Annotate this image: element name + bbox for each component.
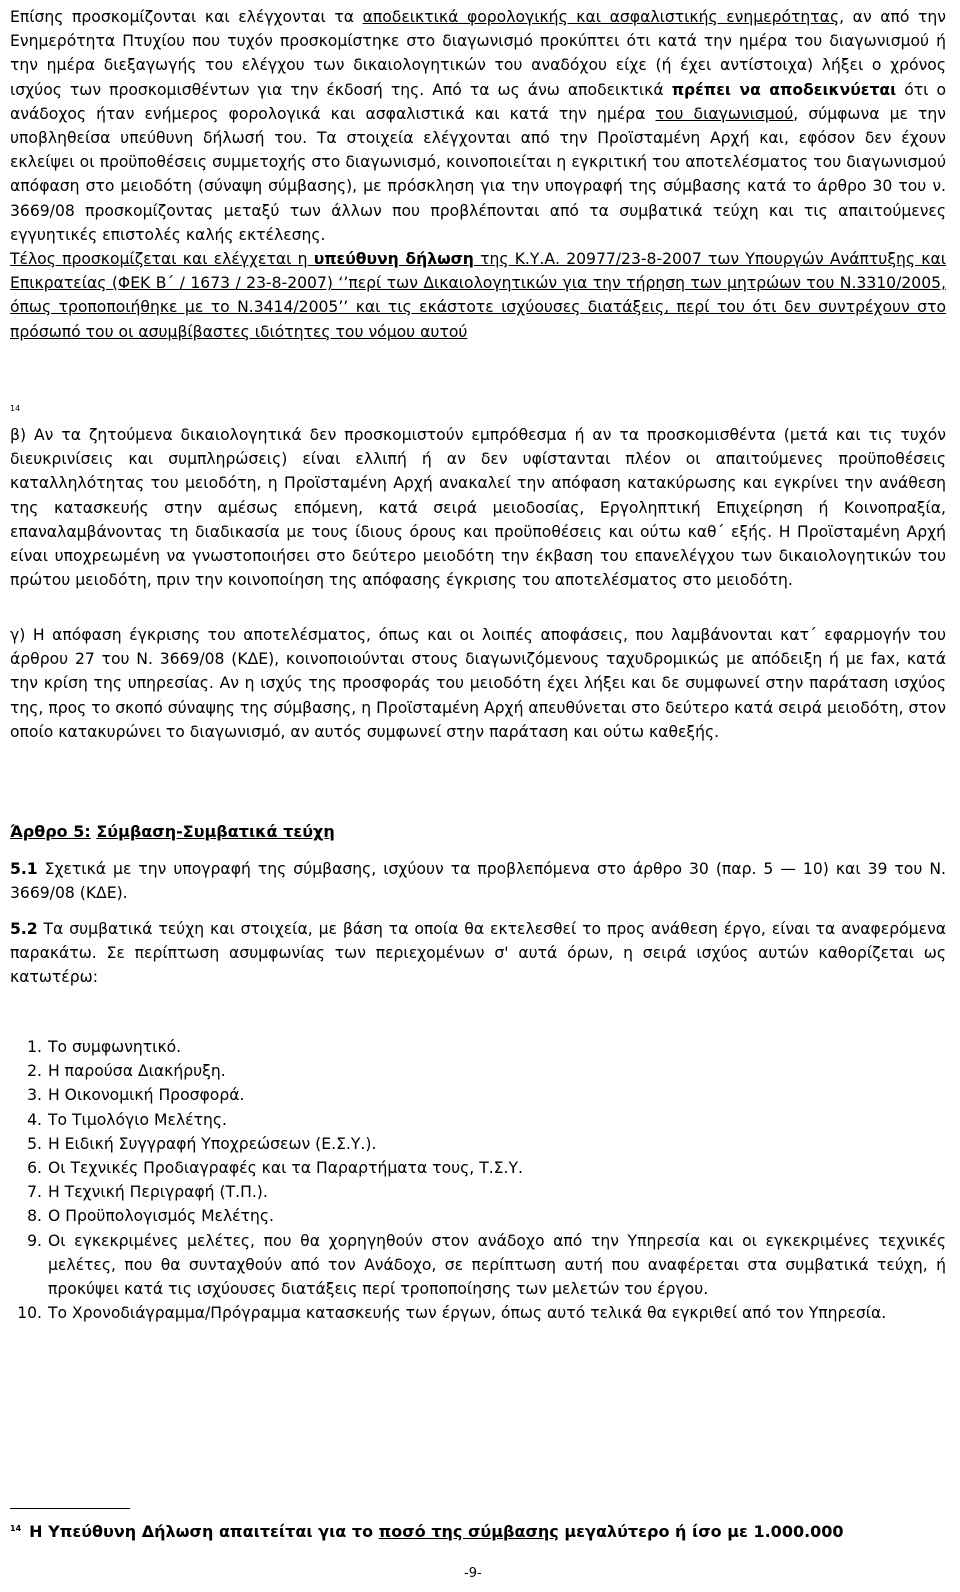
paragraph-g: γ) Η απόφαση έγκρισης του αποτελέσματος, όπως και οι λοιπές αποφάσεις, που λαμβάνονται κατ΄ εφαρμογήν του άρθρου 27 του Ν. 3669/08 (ΚΔΕ), κοινοποιούνται στους διαγωνιζόμενους ταχυδρομικώς με απόδειξη ή με fax, κατά την κρίση της υπηρεσίας. Αν η ισχύς της προσφοράς του μειοδότη έχει λήξει και δε συμφωνεί στην παράταση ισχύος της, προς το σκοπό σύναψης της σύμβασης, η Προϊσταμένη Αρχή απευθύνεται στο δεύτερο κατά σειρά μειοδότη, στον οποίο κατακυρώνει το διαγωνισμό, αν αυτός συμφωνεί στην παράταση και ούτω καθεξής.: [10, 626, 946, 741]
list-number: 2.: [27, 1062, 42, 1081]
list-number: 10.: [17, 1304, 42, 1323]
list-number: 4.: [27, 1110, 42, 1129]
footnote-reference: 14: [10, 404, 21, 413]
list-text: Η Ειδική Συγγραφή Υποχρεώσεων (Ε.Σ.Υ.).: [48, 1134, 377, 1153]
list-item: [10, 1229, 946, 1302]
paragraph-text: Σχετικά με την υπογραφή της σύμβασης, ισχύουν τα προβλεπόμενα στο άρθρο 30 (παρ. 5 — 10) και 39 του Ν. 3669/08 (ΚΔΕ).: [10, 860, 946, 903]
list-number: 9.: [27, 1231, 42, 1250]
footnote: [10, 1520, 946, 1547]
footnote-text: Η Υπεύθυνη Δήλωση απαιτείται για το: [29, 1522, 379, 1541]
list-item: [10, 1156, 946, 1180]
footnote-underlined-text: ποσό της σύμβασης: [378, 1522, 559, 1541]
paragraph-5-1: [10, 857, 946, 905]
list-item: [10, 1083, 946, 1107]
list-text: Ο Προϋπολογισμός Μελέτης.: [48, 1207, 274, 1226]
paragraph-number: 5.2: [10, 920, 38, 938]
paragraph-number: 5.1: [10, 860, 38, 878]
list-text: Το Τιμολόγιο Μελέτης.: [48, 1110, 227, 1129]
text-run: Επίσης προσκομίζονται και ελέγχονται τα: [10, 8, 363, 26]
paragraph-b: β) Αν τα ζητούμενα δικαιολογητικά δεν προσκομιστούν εμπρόθεσμα ή αν τα προσκομισθέντα (μετά και τις τυχόν διευκρινίσεις και συμπληρώσεις) είναι ελλιπή ή αν δεν υφίστανται πλέον οι απαιτούμενες προϋποθέσεις καταλληλότητας του μειοδότη, η Προϊσταμένη Αρχή ανακαλεί την απόφαση κατακύρωσης και εγκρίνει την ανάθεση της κατασκευής στην αμέσως επόμενη, κατά σειρά μειοδοσίας, Εργοληπτική Επιχείρηση ή Κοινοπραξία, επαναλαμβάνοντας τη διαδικασία με τους ίδιους όρους και προϋποθέσεις και ούτω καθ΄ εξής. Η Προϊσταμένη Αρχή είναι υποχρεωμένη να γνωστοποιήσει στο δεύτερο μειοδότη την έκβαση του επανελέγχου των δικαιολογητικών του πρώτου μειοδότη, πριν την κοινοποίηση της απόφασης έγκρισης του αποτελέσματος στο μειοδότη.: [10, 426, 946, 590]
list-number: 8.: [27, 1207, 42, 1226]
list-text: Το Χρονοδιάγραμμα/Πρόγραμμα κατασκευής των έργων, όπως αυτό τελικά θα εγκριθεί από τον Υπηρεσία.: [48, 1304, 887, 1323]
list-text: Οι εγκεκριμένες μελέτες, που θα χορηγηθούν στον ανάδοχο από την Υπηρεσία και οι εγκεκριμένες τεχνικές μελέτες, που θα συνταχθούν από τον Ανάδοχο, σε περίπτωση αυτή που αναφέρεται στα συμβατικά τεύχη, ή προκύψει κατά τις ισχύουσες διατάξεις περί τροποποίησης των μελετών του έργου.: [48, 1231, 946, 1299]
footnote-text: μεγαλύτερο ή ίσο με 1.000.000: [558, 1522, 844, 1541]
article-label: Άρθρο 5:: [10, 822, 91, 841]
underlined-text: Τέλος προσκομίζεται και ελέγχεται η: [10, 250, 314, 269]
list-item: [10, 1132, 946, 1156]
underlined-text: του διαγωνισμού: [655, 104, 794, 123]
text-run: ότι ο ανάδοχος ήταν ενήμερος φορολογικά και ασφαλιστικά και κατά την ημέρα: [10, 80, 946, 123]
list-number: 5.: [27, 1134, 42, 1153]
underlined-text: αποδεικτικά φορολογικής και ασφαλιστικής ενημερότητας: [362, 8, 840, 26]
list-text: Η Τεχνική Περιγραφή (Τ.Π.).: [48, 1183, 268, 1202]
list-number: 6.: [27, 1159, 42, 1178]
intro-paragraph: [10, 5, 946, 344]
list-text: Η Οικονομική Προσφορά.: [48, 1086, 245, 1105]
list-number: 7.: [27, 1183, 42, 1202]
list-text: Το συμφωνητικό.: [48, 1038, 182, 1056]
page-number: -9-: [464, 1566, 482, 1581]
list-item: [10, 1035, 946, 1059]
paragraph-text: Τα συμβατικά τεύχη και στοιχεία, με βάση τα οποία θα εκτελεσθεί το προς ανάθεση έργο, είναι τα αναφερόμενα παρακάτω. Σε περίπτωση ασυμφωνίας των περιεχομένων σ' αυτά όρων, η σειρά ισχύος αυτών καθορίζεται ως κατωτέρω:: [10, 920, 946, 987]
article-title: Σύμβαση-Συμβατικά τεύχη: [96, 822, 335, 841]
article-heading: [10, 822, 335, 841]
text-run: , σύμφωνα με την υποβληθείσα υπεύθυνη δήλωσή του. Τα στοιχεία ελέγχονται από την Προϊσταμένη Αρχή και, εφόσον δεν έχουν εκλείψει οι προϋποθέσεις συμμετοχής στο διαγωνισμό, κοινοποιείται η εγκριτική του αποτελέσματος του διαγωνισμού απόφαση στο μειοδότη (σύναψη σύμβασης), με πρόσκληση για την υπογραφή της σύμβασης κατά το άρθρο 30 του ν. 3669/08 προσκομίζοντας μεταξύ των άλλων που προβλέπονται από τα συμβατικά τεύχη και τις απαιτούμενες εγγυητικές επιστολές καλής εκτέλεσης.: [10, 104, 946, 244]
list-item: [10, 1301, 946, 1325]
list-number: 1.: [27, 1038, 42, 1056]
list-text: Η παρούσα Διακήρυξη.: [48, 1062, 226, 1081]
footnote-divider: [10, 1508, 130, 1509]
paragraph-5-2: [10, 917, 946, 990]
list-number: 3.: [27, 1086, 42, 1105]
underlined-text: της Κ.Υ.Α. 20977/23-8-2007 των Υπουργών Ανάπτυξης και Επικρατείας (ΦΕΚ Β΄ / 1673 / 23-8-2007) ‘’περί των Δικαιολογητικών για την τήρηση των μητρώων του Ν.3310/2005, όπως τροποποιήθηκε με το Ν.3414/2005’’ και τις εκάστοτε ισχύουσες διατάξεις, περί του ότι δεν συντρέχουν στο πρόσωπό του οι ασυμβίβαστες ιδιότητες του νόμου αυτού: [10, 250, 947, 341]
list-text: Οι Τεχνικές Προδιαγραφές και τα Παραρτήματα τους, Τ.Σ.Υ.: [48, 1159, 523, 1178]
list-item: [10, 1108, 946, 1132]
bold-text: πρέπει να αποδεικνύεται: [671, 80, 897, 99]
footnote-number: 14: [10, 1524, 22, 1533]
text-run: , αν από την Ενημερότητα Πτυχίου που τυχόν προσκομίστηκε στο διαγωνισμό προκύπτει ότι κατά την ημέρα του διαγωνισμού ή την ημέρα διεξαγωγής του ελέγχου των δικαιολογητικών του αναδόχου είχε (ή έχει αντίστοιχα) λήξει ο χρόνος ισχύος των προσκομισθέντων για την έκδοσή της. Από τα ως άνω αποδεικτικά: [10, 8, 947, 99]
list-item: [10, 1059, 946, 1083]
list-item: [10, 1204, 946, 1228]
bold-underlined-text: υπεύθυνη δήλωση: [313, 250, 474, 269]
contract-documents-list: [10, 1035, 946, 1325]
list-item: [10, 1180, 946, 1204]
